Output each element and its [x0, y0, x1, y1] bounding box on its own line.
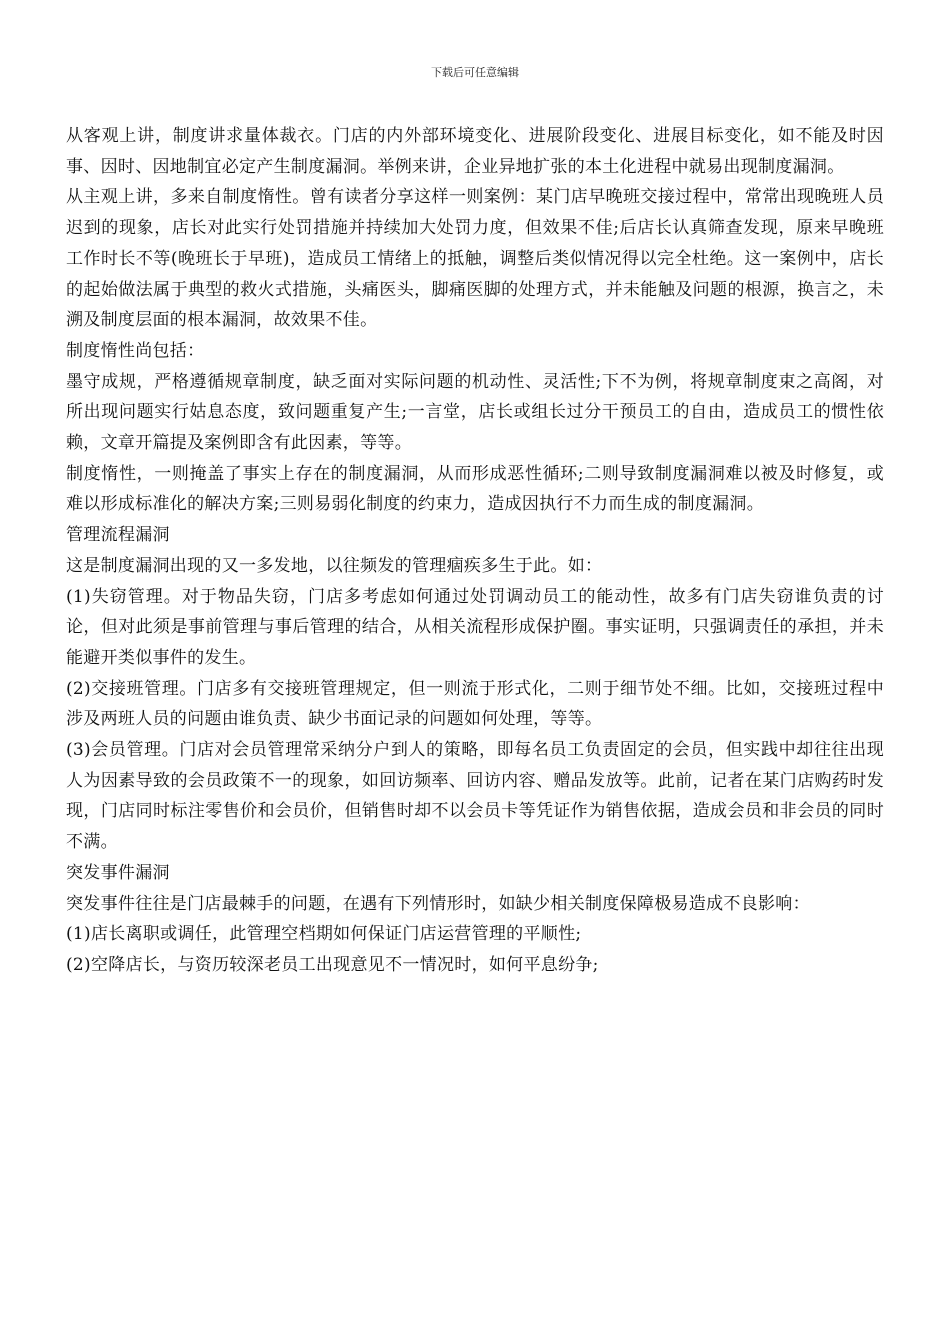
paragraph-objective-causes: 从客观上讲，制度讲求量体裁衣。门店的内外部环境变化、进展阶段变化、进展目标变化，如不能及时因事、因时、因地制宜必定产生制度漏洞。举例来讲，企业异地扩张的本土化进程中就易出现制度漏洞。	[66, 126, 884, 177]
paragraph-process-intro: 这是制度漏洞出现的又一多发地，以往频发的管理痼疾多生于此。如：	[66, 555, 603, 576]
list-item-theft-management: (1)失窃管理。对于物品失窃，门店多考虑如何通过处罚调动员工的能动性，故多有门店失窃谁负责的讨论，但对此须是事前管理与事后管理的结合，从相关流程形成保护圈。事实证明，只强调责任的承担，并未能避开类似事件的发生。	[66, 586, 884, 668]
list-item-manager-departure: (1)店长离职或调任，此管理空档期如何保证门店运营管理的平顺性;	[66, 924, 582, 945]
paragraph-inertia-intro: 制度惰性尚包括：	[66, 340, 205, 361]
paragraph-inertia-effects: 制度惰性，一则掩盖了事实上存在的制度漏洞，从而形成恶性循环;二则导致制度漏洞难以被及时修复，或难以形成标准化的解决方案;三则易弱化制度的约束力，造成因执行不力而生成的制度漏洞。	[66, 463, 884, 515]
section-heading-process: 管理流程漏洞	[66, 525, 170, 546]
document-body	[66, 121, 884, 981]
paragraph-inertia-details: 墨守成规，严格遵循规章制度，缺乏面对实际问题的机动性、灵活性;下不为例，将规章制度束之高阁，对所出现问题实行姑息态度，致问题重复产生;一言堂，店长或组长过分干预员工的自由，造成员工的惯性依赖，文章开篇提及案例即含有此因素，等等。	[66, 371, 884, 454]
page-header: 下载后可任意编辑	[431, 66, 519, 79]
paragraph-subjective-causes: 从主观上讲，多来自制度惰性。曾有读者分享这样一则案例：某门店早晚班交接过程中，常常出现晚班人员迟到的现象，店长对此实行处罚措施并持续加大处罚力度，但效果不佳;后店长认真筛查发现，原来早晚班工作时长不等(晚班长于早班)，造成员工情绪上的抵触，调整后类似情况得以完全杜绝。这一案例中，店长的起始做法属于典型的救火式措施，头痛医头，脚痛医脚的处理方式，并未能触及问题的根源，换言之，未溯及制度层面的根本漏洞，故效果不佳。	[66, 187, 884, 331]
paragraph-emergency-intro: 突发事件往往是门店最棘手的问题，在遇有下列情形时，如缺少相关制度保障极易造成不良影响：	[66, 893, 810, 914]
list-item-shift-handover: (2)交接班管理。门店多有交接班管理规定，但一则流于形式化，二则于细节处不细。比如，交接班过程中涉及两班人员的问题由谁负责、缺少书面记录的问题如何处理，等等。	[66, 678, 884, 730]
list-item-new-manager: (2)空降店长，与资历较深老员工出现意见不一情况时，如何平息纷争;	[66, 954, 599, 975]
section-heading-emergency: 突发事件漏洞	[66, 862, 170, 883]
list-item-member-management: (3)会员管理。门店对会员管理常采纳分户到人的策略，即每名员工负责固定的会员，但实践中却往往出现人为因素导致的会员政策不一的现象，如回访频率、回访内容、赠品发放等。此前，记者在某门店购药时发现，门店同时标注零售价和会员价，但销售时却不以会员卡等凭证作为销售依据，造成会员和非会员的同时不满。	[66, 740, 884, 853]
